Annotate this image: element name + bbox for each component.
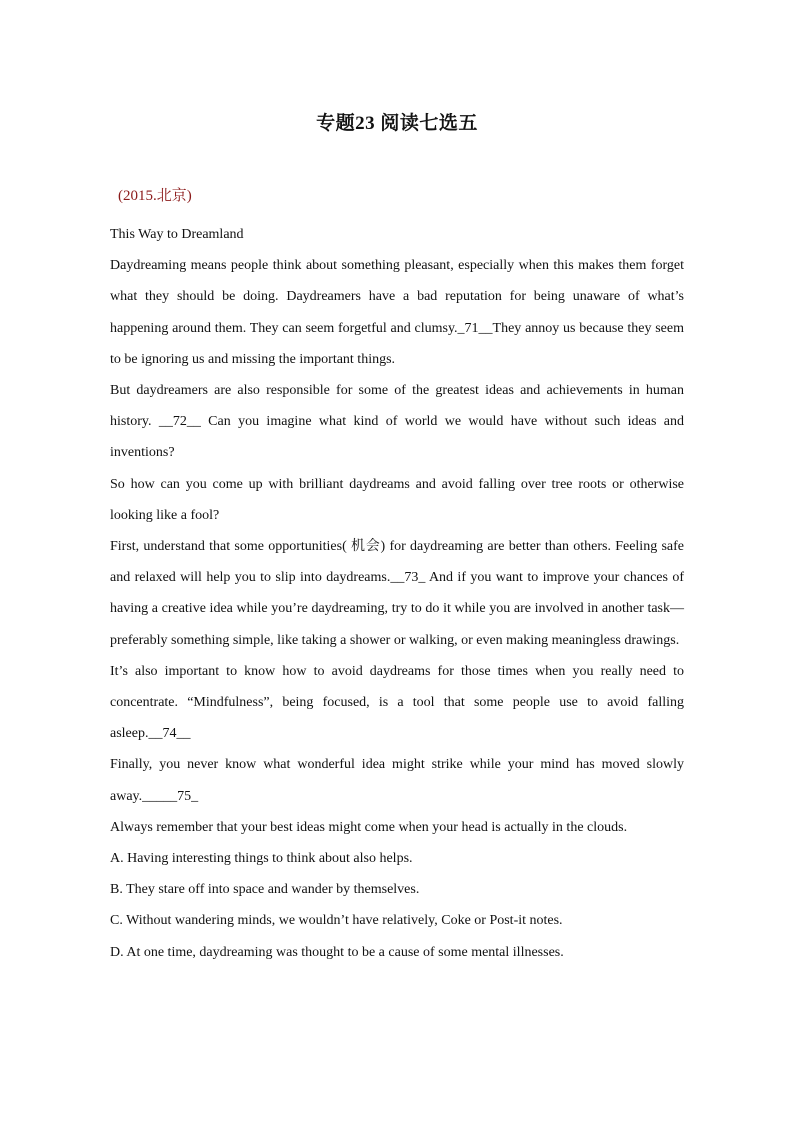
paragraph: So how can you come up with brilliant daydreams and avoid falling over tree roots or otherwise looking like a fool? xyxy=(110,476,684,523)
passage xyxy=(110,219,684,968)
paragraph: Finally, you never know what wonderful idea might strike while your mind has moved slowly away._____75_ xyxy=(110,757,684,804)
option-a: A. Having interesting things to think about also helps. xyxy=(110,851,413,867)
option-d: D. At one time, daydreaming was thought to be a cause of some mental illnesses. xyxy=(110,944,564,960)
source-label: (2015.北京) xyxy=(118,188,192,204)
passage-heading: This Way to Dreamland xyxy=(110,227,244,242)
option-b: B. They stare off into space and wander by themselves. xyxy=(110,882,420,898)
paragraph: First, understand that some opportunities( 机会) for daydreaming are better than others. Feeling safe and relaxed will help you to slip into daydreams.__73_ And if you want to improve your chances of having a creative idea while you’re daydreaming, try to do it while you are involved in another task—preferably something simple, like taking a shower or walking, or even making meaningless drawings. xyxy=(110,539,684,648)
paragraph: But daydreamers are also responsible for some of the greatest ideas and achievements in human history. __72__ Can you imagine what kind of world we would have without such ideas and inventions? xyxy=(110,383,684,461)
paragraph: It’s also important to know how to avoid daydreams for those times when you really need to concentrate. “Mindfulness”, being focused, is a tool that some people use to avoid falling asleep.__74__ xyxy=(110,663,684,742)
option-c: C. Without wandering minds, we wouldn’t have relatively, Coke or Post-it notes. xyxy=(110,913,563,929)
paragraph: Always remember that your best ideas might come when your head is actually in the clouds. xyxy=(110,819,628,835)
paragraph: Daydreaming means people think about something pleasant, especially when this makes them forget what they should be doing. Daydreamers have a bad reputation for being unaware of what’s happening around them. They can seem forgetful and clumsy._71__They annoy us because they seem to be ignoring us and missing the important things. xyxy=(110,258,684,367)
page-title: 专题23 阅读七选五 xyxy=(316,113,478,134)
